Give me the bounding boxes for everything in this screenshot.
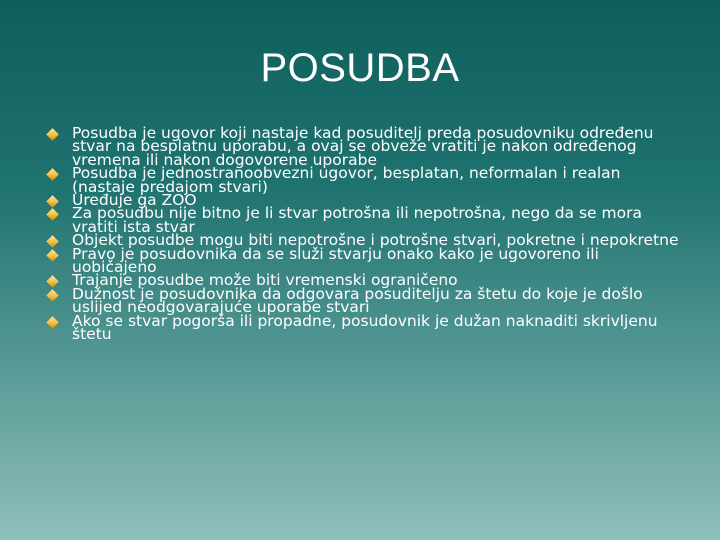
bullet-item (48, 311, 688, 344)
diamond-bullet-icon (46, 289, 59, 302)
bullet-text: Ako se stvar pogorša ili propadne, posudovnik je dužan naknaditi skrivljenu štetu (72, 311, 658, 344)
bullet-text: Posudba je ugovor koji nastaje kad posuditelj preda posudovniku određenu stvar na besplatnu uporabu, a ovaj se obveže vratiti je nakon određenog vremena ili nakon dogovorene uporabe (72, 124, 654, 169)
diamond-bullet-icon (46, 195, 59, 208)
bullet-item (48, 164, 688, 196)
diamond-bullet-icon (46, 209, 59, 222)
bullet-list (48, 124, 688, 344)
slide-title: POSUDBA (260, 46, 460, 90)
diamond-bullet-icon (46, 128, 59, 141)
bullet-text: Uređuje ga ZOO (72, 191, 197, 210)
bullet-text: Dužnost je posudovnika da odgovara posuditelju za štetu do koje je došlo uslijed neodgovarajuće uporabe stvari (72, 284, 643, 317)
diamond-bullet-icon (46, 249, 59, 262)
diamond-bullet-icon (46, 235, 59, 248)
bullet-text: Objekt posudbe mogu biti nepotrošne i potrošne stvari, pokretne i nepokretne (72, 231, 679, 250)
bullet-text: Posudba je jednostranoobvezni ugovor, besplatan, neformalan i realan (nastaje predajom stvari) (72, 164, 621, 196)
bullet-item (48, 284, 688, 317)
bullet-text: Pravo je posudovnika da se služi stvarju onako kako je ugovoreno ili uobičajeno (72, 244, 599, 277)
bullet-text: Za posudbu nije bitno je li stvar potrošna ili nepotrošna, nego da se mora vratiti ista stvar (72, 204, 642, 236)
bullet-text: Trajanje posudbe može biti vremenski ograničeno (72, 271, 458, 290)
bullet-item (48, 204, 688, 236)
diamond-bullet-icon (46, 276, 59, 289)
bullet-item (48, 124, 688, 169)
bullet-item (48, 244, 688, 277)
diamond-bullet-icon (46, 316, 59, 329)
diamond-bullet-icon (46, 168, 59, 181)
